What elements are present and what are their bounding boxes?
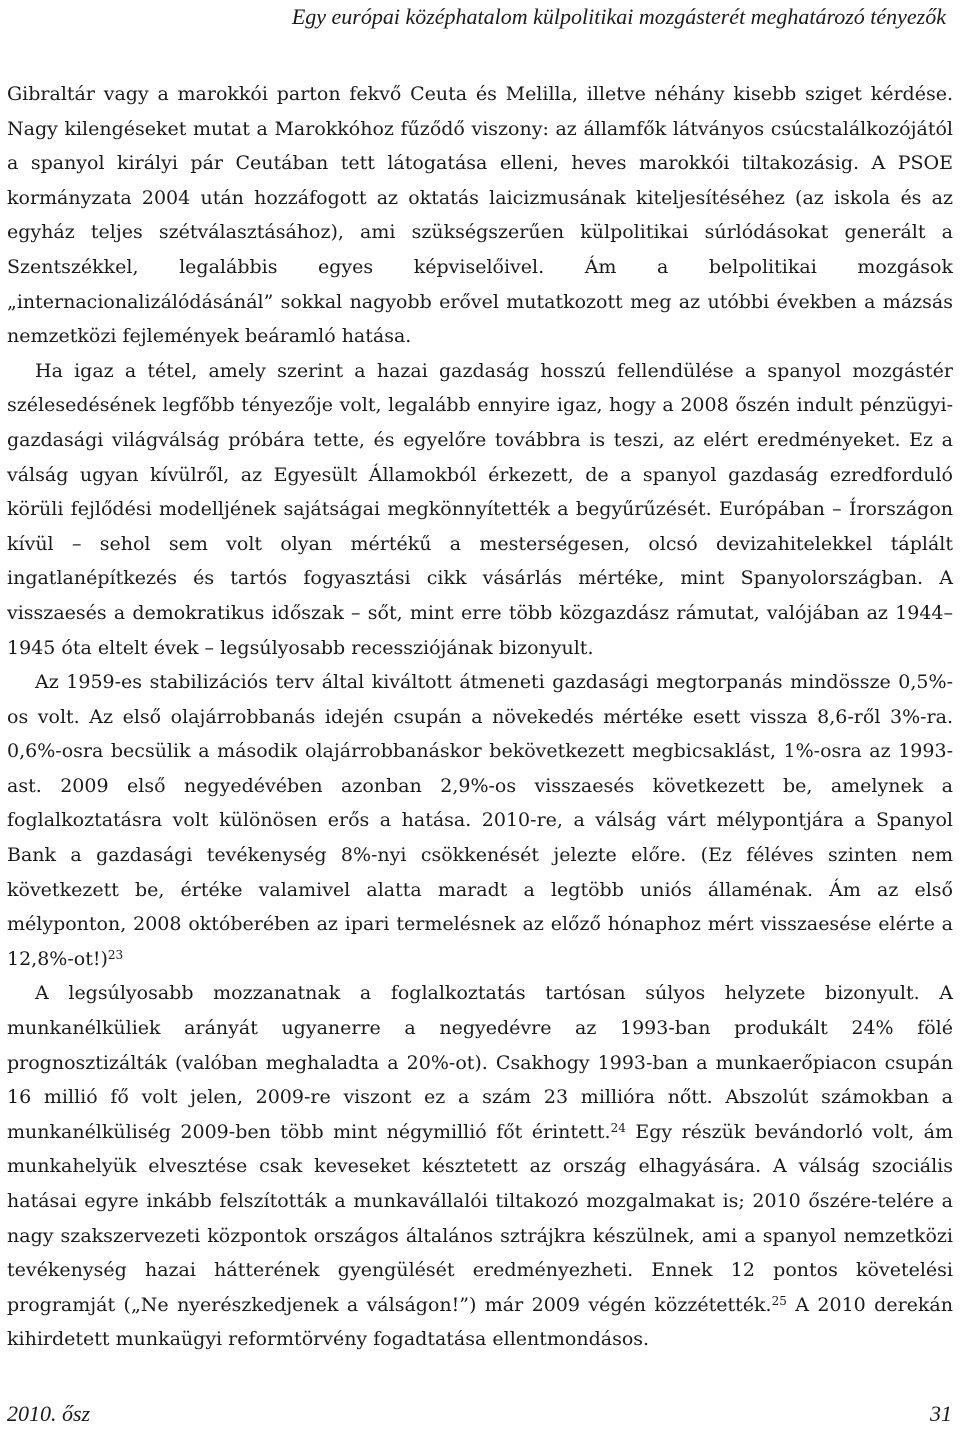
footnote-ref: 25 xyxy=(771,1293,787,1308)
running-title: Egy európai középhatalom külpolitikai mozgásterét meghatározó tényezők xyxy=(291,4,946,29)
paragraph-text: Ha igaz a tétel, amely szerint a hazai gazdaság hosszú fellendülése a spanyol mozgástér szélesedésének legfőbb tényezője volt, legalább ennyire igaz, hogy a 2008 őszén indult pénzügyi-gazdasági világválság próbára tette, és egyelőre továbbra is teszi, az elért eredményeket. Ez a válság ugyan kívülről, az Egyesült Államokból érkezett, de a spanyol gazdaság ezredforduló körüli fejlődési modelljének sajátságai megkönnyítették a begyűrűzését. Európában – Írországon kívül – sehol sem volt olyan mértékű a mesterségesen, olcsó devizahitelekkel táplált ingatlanépítkezés és tartós fogyasztási cikk vásárlás mértéke, mint Spanyolországban. A visszaesés a demokratikus időszak – sőt, mint erre több közgazdász rámutat, valójában az 1944–1945 óta eltelt évek – legsúlyosabb recessziójának bizonyult. xyxy=(7,359,953,659)
paragraph-text: Gibraltár vagy a marokkói parton fekvő Ceuta és Melilla, illetve néhány kisebb sziget kérdése. Nagy kilengéseket mutat a Marokkóhoz fűződő viszony: az államfők látványos csúcstalálkozójától a spanyol királyi pár Ceutában tett látogatása elleni, heves marokkói tiltakozásig. A PSOE kormányzata 2004 után hozzáfogott az oktatás laicizmusának kiteljesítéséhez (az iskola és az egyház teljes szétválasztásához), ami szükségszerűen külpolitikai súrlódásokat generált a Szentszékkel, legalábbis egyes képviselőivel. Ám a belpolitikai mozgások „internacionalizálódásánál” sokkal nagyobb erővel mutatkozott meg az utóbbi években a mázsás nemzetközi fejlemények beáramló hatása. xyxy=(7,83,953,348)
issue-label: 2010. ősz xyxy=(7,1401,91,1426)
paragraph xyxy=(7,976,953,1357)
body-text xyxy=(7,77,953,1357)
paragraph xyxy=(7,665,953,976)
page-number: 31 xyxy=(930,1401,952,1426)
paragraph xyxy=(7,354,953,665)
paragraph-text: A 2010 derekán kihirdetett munkaügyi reformtörvény fogadtatása ellentmondásos. xyxy=(7,1293,953,1351)
paragraph-text: A legsúlyosabb mozzanatnak a foglalkoztatás tartósan súlyos helyzete bizonyult. A munkanélküliek arányát ugyanerre a negyedévre az 1993-ban produkált 24% fölé prognosztizálták (valóban meghaladta a 20%-ot). Csakhogy 1993-ban a munkaerőpiacon csupán 16 millió fő volt jelen, 2009-re viszont ez a szám 23 millióra nőtt. Abszolút számokban a munkanélküliség 2009-ben több mint négymillió főt érintett. xyxy=(7,982,953,1143)
footnote-ref: 23 xyxy=(107,947,124,962)
footnote-ref: 24 xyxy=(610,1120,626,1135)
paragraph xyxy=(7,77,953,354)
paragraph-text: Az 1959-es stabilizációs terv által kiváltott átmeneti gazdasági megtorpanás mindössze 0,5%-os volt. Az első olajárrobbanás idején csupán a növekedés mértéke esett vissza 8,6-ről 3%-ra. 0,6%-osra becsülik a második olajárrobbanáskor bekövetkezett megbicsaklást, 1%-osra az 1993-ast. 2009 első negyedévében azonban 2,9%-os visszaesés következett be, amelynek a foglalkoztatásra volt különösen erős a hatása. 2010-re, a válság várt mélypontjára a Spanyol Bank a gazdasági tevékenység 8%-nyi csökkenését jelezte előre. (Ez féléves szinten nem következett be, értéke valamivel alatta maradt a legtöbb uniós államénak. Ám az első mélyponton, 2008 októberében az ipari termelésnek az előző hónaphoz mért visszaesése elérte a 12,8%-ot!) xyxy=(7,671,953,970)
paragraph-text: Egy részük bevándorló volt, ám munkahelyük elvesztése csak keveseket késztetett az ország elhagyására. A válság szociális hatásai egyre inkább felszították a munkavállalói tiltakozó mozgalmakat is; 2010 őszére-telére a nagy szakszervezeti központok országos általános sztrájkra készülnek, ami a spanyol nemzetközi tevékenység hazai hátterének gyengülését eredményezheti. Ennek 12 pontos követelési programját („Ne nyerészkedjenek a válságon!”) már 2009 végén közzétették. xyxy=(7,1120,953,1316)
